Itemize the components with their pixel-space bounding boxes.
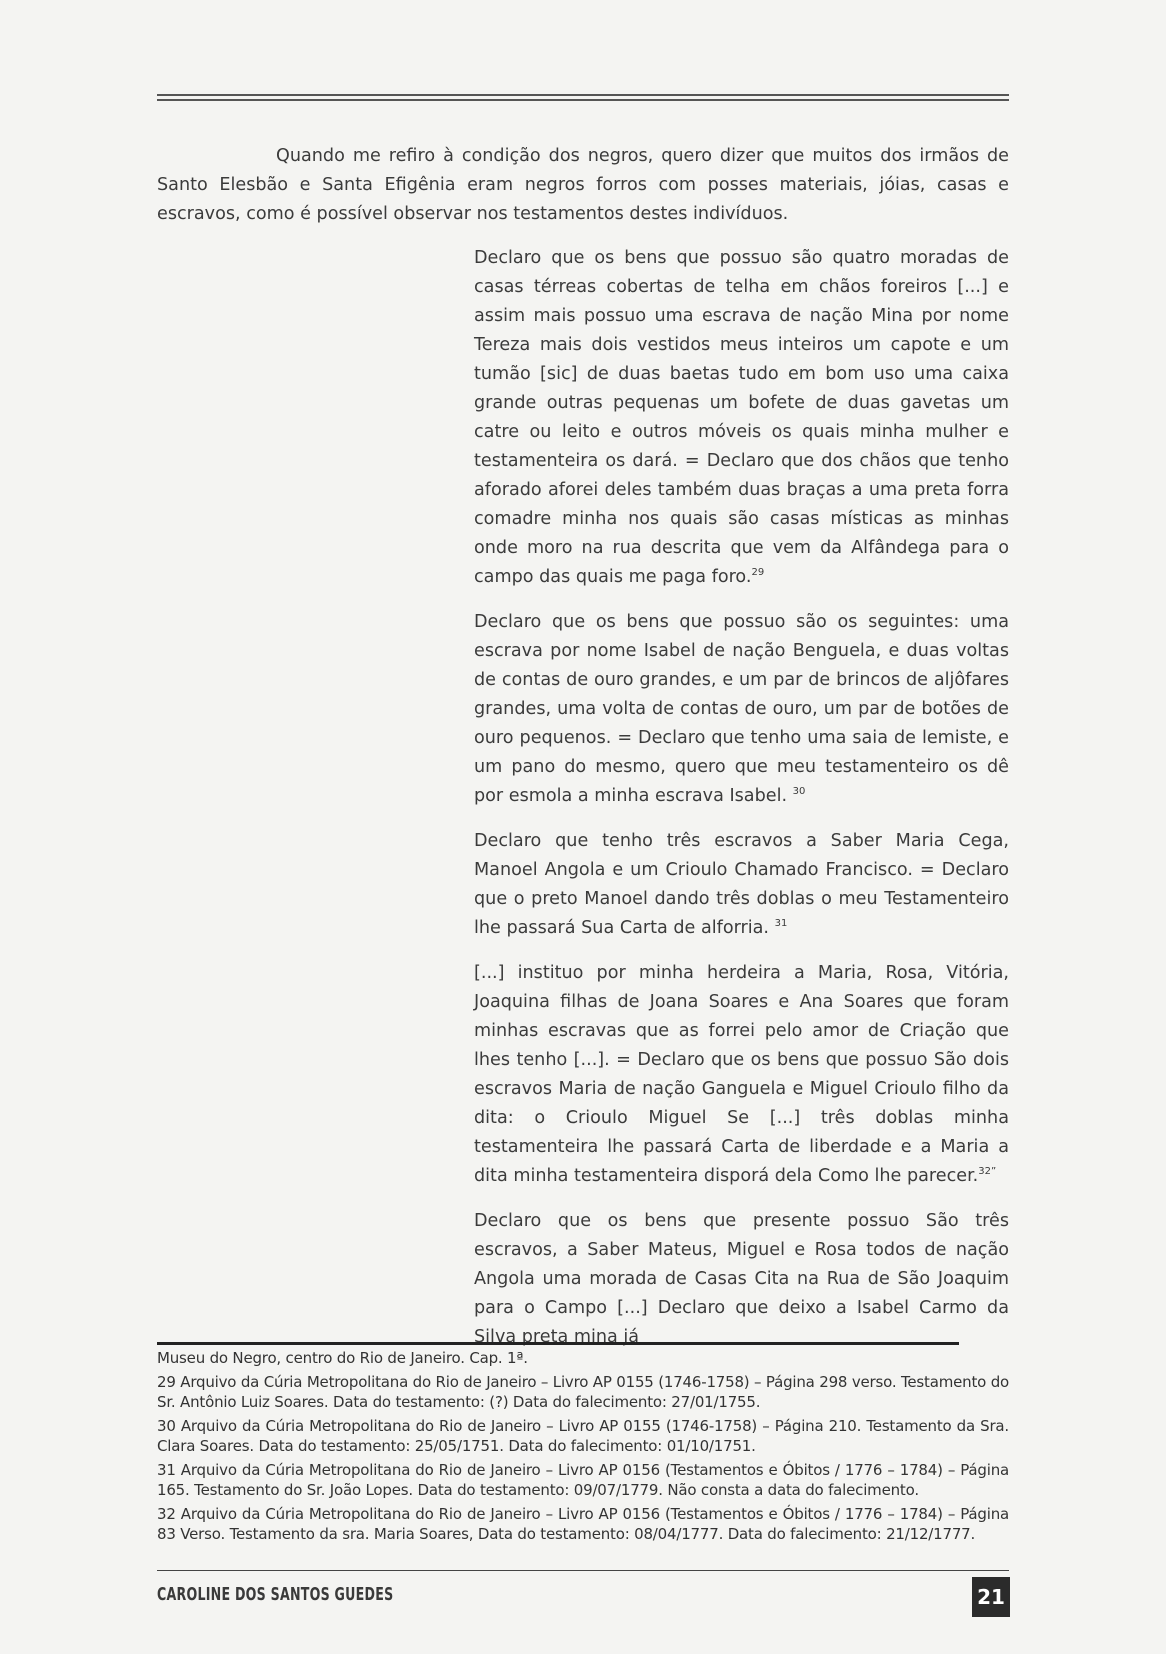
footnote-ref: 31: [774, 918, 788, 930]
footnote-separator: [157, 1342, 959, 1345]
footnote-item: 31 Arquivo da Cúria Metropolitana do Rio de Janeiro – Livro AP 0156 (Testamentos e Óbitos / 1776 – 1784) – Página 165. Testamento do Sr. João Lopes. Data do testamento: 09/07/1779. Não consta a data do falecimento.: [157, 1461, 1009, 1499]
footnote-item: 29 Arquivo da Cúria Metropolitana do Rio de Janeiro – Livro AP 0155 (1746-1758) – Página 298 verso. Testamento do Sr. Antônio Luiz Soares. Data do testamento: (?) Data do falecimento: 27/01/1755.: [157, 1373, 1009, 1411]
footnotes: [157, 1348, 1009, 1548]
quote-text: Declaro que tenho três escravos a Saber Maria Cega, Manoel Angola e um Crioulo Chamado Francisco. = Declaro que o preto Manoel dando três doblas o meu Testamenteiro lhe passará Sua Carta de alforria.: [474, 831, 1009, 938]
footnote-ref: 30: [792, 786, 806, 798]
footnote-item: 32 Arquivo da Cúria Metropolitana do Rio de Janeiro – Livro AP 0156 (Testamentos e Óbitos / 1776 – 1784) – Página 83 Verso. Testamento da sra. Maria Soares, Data do testamento: 08/04/1777. Data do falecimento: 21/12/1777.: [157, 1505, 1009, 1543]
intro-paragraph: Quando me refiro à condição dos negros, quero dizer que muitos dos irmãos de Santo Elesbão e Santa Efigênia eram negros forros com posses materiais, jóias, casas e escravos, como é possível observar nos testamentos destes indivíduos.: [157, 146, 1009, 224]
header-double-rule: [157, 94, 1009, 101]
block-quote: [474, 244, 1009, 592]
footnote-ref: 32”: [978, 1166, 997, 1178]
quote-text: Declaro que os bens que presente possuo São três escravos, a Saber Mateus, Miguel e Rosa todos de nação Angola uma morada de Casas Cita na Rua de São Joaquim para o Campo [...] Declaro que deixo a Isabel Carmo da Silva preta mina já: [474, 1211, 1009, 1347]
quote-text: Declaro que os bens que possuo são os seguintes: uma escrava por nome Isabel de nação Benguela, e duas voltas de contas de ouro grandes, e um par de brincos de aljôfares grandes, uma volta de contas de ouro, um par de botões de ouro pequenos. = Declaro que tenho uma saia de lemiste, e um pano do mesmo, quero que meu testamenteiro os dê por esmola a minha escrava Isabel.: [474, 612, 1009, 806]
footnote-continuation: Museu do Negro, centro do Rio de Janeiro. Cap. 1ª.: [157, 1349, 528, 1367]
block-quote: [474, 608, 1009, 811]
footnote-ref: 29: [751, 567, 765, 579]
page-number-badge: 21: [972, 1577, 1010, 1617]
block-quote: [474, 959, 1009, 1191]
footnote-item: 30 Arquivo da Cúria Metropolitana do Rio de Janeiro – Livro AP 0155 (1746-1758) – Página 210. Testamento da Sra. Clara Soares. Data do testamento: 25/05/1751. Data do falecimento: 01/10/1751.: [157, 1417, 1009, 1455]
block-quotes: [474, 244, 1009, 1368]
quote-text: [...] instituo por minha herdeira a Maria, Rosa, Vitória, Joaquina filhas de Joana Soares e Ana Soares que foram minhas escravas que as forrei pelo amor de Criação que lhes tenho [...]. = Declaro que os bens que possuo São dois escravos Maria de nação Ganguela e Miguel Crioulo filho da dita: o Crioulo Miguel Se [...] três doblas minha testamenteira lhe passará Carta de liberdade e a Maria a dita minha testamenteira disporá dela Como lhe parecer.: [474, 963, 1009, 1186]
footer-author: CAROLINE DOS SANTOS GUEDES: [157, 1584, 394, 1605]
footer-rule: [157, 1570, 1009, 1571]
quote-text: Declaro que os bens que possuo são quatro moradas de casas térreas cobertas de telha em chãos foreiros [...] e assim mais possuo uma escrava de nação Mina por nome Tereza mais dois vestidos meus inteiros um capote e um tumão [sic] de duas baetas tudo em bom uso uma caixa grande outras pequenas um bofete de duas gavetas um catre ou leito e outros móveis os quais minha mulher e testamenteira os dará. = Declaro que dos chãos que tenho aforado aforei deles também duas braças a uma preta forra comadre minha nos quais são casas místicas as minhas onde moro na rua descrita que vem da Alfândega para o campo das quais me paga foro.: [474, 248, 1009, 587]
block-quote: [474, 827, 1009, 943]
block-quote: [474, 1207, 1009, 1352]
